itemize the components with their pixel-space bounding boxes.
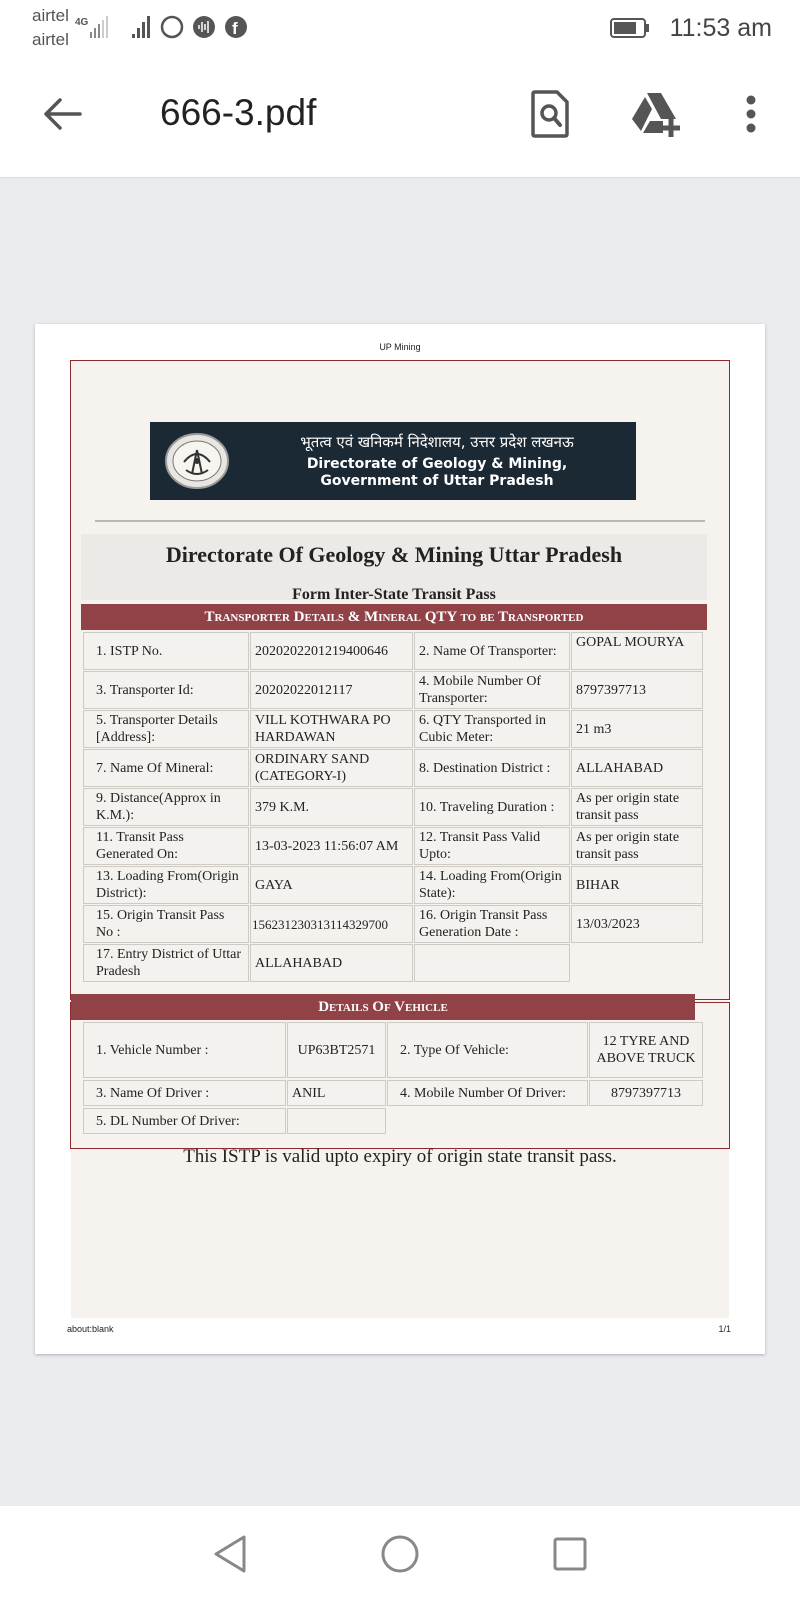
label-generated-on: 11. Transit Pass Generated On: bbox=[83, 827, 249, 865]
label-driver-mobile: 4. Mobile Number Of Driver: bbox=[387, 1080, 588, 1106]
value-generated-on: 13-03-2023 11:56:07 AM bbox=[250, 827, 413, 865]
value-driver-name: ANIL bbox=[287, 1080, 386, 1106]
nav-back-button[interactable] bbox=[200, 1526, 260, 1582]
carrier-label-1: airtel bbox=[32, 6, 69, 25]
label-valid-upto: 12. Transit Pass Valid Upto: bbox=[414, 827, 570, 865]
label-transporter-name: 2. Name Of Transporter: bbox=[414, 632, 570, 670]
back-arrow-icon bbox=[42, 97, 82, 131]
label-origin-pass-date: 16. Origin Transit Pass Generation Date : bbox=[414, 905, 570, 943]
value-entry-district: ALLAHABAD bbox=[250, 944, 413, 982]
label-loading-state: 14. Loading From(Origin State): bbox=[414, 866, 570, 904]
back-button[interactable] bbox=[30, 86, 94, 142]
recents-square-icon bbox=[552, 1536, 588, 1572]
drive-add-icon bbox=[630, 91, 682, 137]
pdf-page bbox=[35, 324, 765, 1354]
label-transporter-id: 3. Transporter Id: bbox=[83, 671, 249, 709]
value-loading-district: GAYA bbox=[250, 866, 413, 904]
label-transporter-mobile: 4. Mobile Number Of Transporter: bbox=[414, 671, 570, 709]
value-driver-mobile: 8797397713 bbox=[589, 1080, 703, 1106]
value-transporter-address: VILL KOTHWARA PO HARDAWAN bbox=[250, 710, 413, 748]
app-bar bbox=[0, 56, 800, 178]
value-istp-no: 2020202201219400646 bbox=[250, 632, 413, 670]
signal-1-icon bbox=[90, 16, 108, 38]
form-title: Form Inter-State Transit Pass bbox=[292, 586, 496, 603]
label-driver-name: 3. Name Of Driver : bbox=[83, 1080, 286, 1106]
label-distance: 9. Distance(Approx in K.M.): bbox=[83, 788, 249, 826]
banner-english-line-2: Government of Uttar Pradesh bbox=[320, 473, 554, 489]
label-traveling-duration: 10. Traveling Duration : bbox=[414, 788, 570, 826]
page-header: UP Mining bbox=[379, 342, 421, 352]
value-traveling-duration: As per origin state transit pass bbox=[571, 788, 703, 826]
value-loading-state: BIHAR bbox=[571, 866, 703, 904]
clock: 11:53 am bbox=[669, 14, 772, 42]
value-dl-number bbox=[287, 1108, 386, 1134]
label-destination-district: 8. Destination District : bbox=[414, 749, 570, 787]
status-icons bbox=[75, 12, 270, 44]
audio-app-icon bbox=[193, 16, 215, 38]
ring-icon bbox=[162, 17, 182, 37]
value-vehicle-number: UP63BT2571 bbox=[287, 1022, 386, 1078]
more-vert-icon bbox=[745, 94, 757, 134]
banner-hindi-title: भूतत्व एवं खनिकर्म निदेशालय, उत्तर प्रदेश लखनऊ bbox=[300, 433, 574, 451]
search-document-button[interactable] bbox=[520, 84, 580, 144]
label-transporter-address: 5. Transporter Details [Address]: bbox=[83, 710, 249, 748]
battery-icon bbox=[610, 17, 652, 39]
search-document-icon bbox=[531, 90, 569, 138]
value-destination-district: ALLAHABAD bbox=[571, 749, 703, 787]
document-title: Directorate Of Geology & Mining Uttar Pradesh bbox=[165, 542, 623, 567]
navigation-bar bbox=[0, 1506, 800, 1600]
label-mineral-name: 7. Name Of Mineral: bbox=[83, 749, 249, 787]
value-distance: 379 K.M. bbox=[250, 788, 413, 826]
svg-text:f: f bbox=[232, 19, 238, 38]
page-footer-url: about:blank bbox=[67, 1324, 114, 1334]
label-dl-number: 5. DL Number Of Driver: bbox=[83, 1108, 286, 1134]
value-valid-upto: As per origin state transit pass bbox=[571, 827, 703, 865]
value-mineral-name: ORDINARY SAND (CATEGORY-I) bbox=[250, 749, 413, 787]
label-istp-no: 1. ISTP No. bbox=[83, 632, 249, 670]
up-government-emblem bbox=[164, 432, 230, 490]
label-vehicle-type: 2. Type Of Vehicle: bbox=[387, 1022, 588, 1078]
file-title: 666-3.pdf bbox=[160, 92, 317, 133]
label-origin-pass-no: 15. Origin Transit Pass No : bbox=[83, 905, 249, 943]
value-origin-pass-date: 13/03/2023 bbox=[571, 905, 703, 943]
nav-recents-button[interactable] bbox=[540, 1526, 600, 1582]
value-transporter-mobile: 8797397713 bbox=[571, 671, 703, 709]
label-qty-transported: 6. QTY Transported in Cubic Meter: bbox=[414, 710, 570, 748]
value-transporter-id: 20202022012117 bbox=[250, 671, 413, 709]
nav-home-button[interactable] bbox=[370, 1526, 430, 1582]
transporter-section-header: Transporter Details & Mineral QTY to be Transported bbox=[81, 604, 707, 630]
value-vehicle-type: 12 TYRE AND ABOVE TRUCK bbox=[589, 1022, 703, 1078]
value-origin-pass-no: 156231230313114329700 bbox=[250, 905, 413, 943]
back-triangle-icon bbox=[212, 1534, 248, 1574]
value-qty-transported: 21 m3 bbox=[571, 710, 703, 748]
value-transporter-name: GOPAL MOURYA bbox=[571, 632, 703, 670]
page-footer-number: 1/1 bbox=[718, 1324, 731, 1334]
add-to-drive-button[interactable] bbox=[624, 84, 688, 144]
label-vehicle-number: 1. Vehicle Number : bbox=[83, 1022, 286, 1078]
home-circle-icon bbox=[380, 1534, 420, 1574]
more-options-button[interactable] bbox=[728, 84, 774, 144]
banner-english-line-1: Directorate of Geology & Mining, bbox=[306, 456, 568, 472]
signal-2-icon bbox=[132, 16, 150, 38]
vehicle-section-header: Details Of Vehicle bbox=[71, 994, 695, 1020]
empty-cell bbox=[414, 944, 570, 982]
department-banner bbox=[150, 422, 636, 500]
validity-note: This ISTP is valid upto expiry of origin state transit pass. bbox=[183, 1146, 617, 1167]
status-bar bbox=[0, 0, 800, 56]
divider bbox=[95, 520, 705, 522]
label-loading-district: 13. Loading From(Origin District): bbox=[83, 866, 249, 904]
label-entry-district: 17. Entry District of Uttar Pradesh bbox=[83, 944, 249, 982]
network-type-label: 4G bbox=[75, 17, 89, 28]
carrier-label-2: airtel bbox=[32, 30, 69, 49]
